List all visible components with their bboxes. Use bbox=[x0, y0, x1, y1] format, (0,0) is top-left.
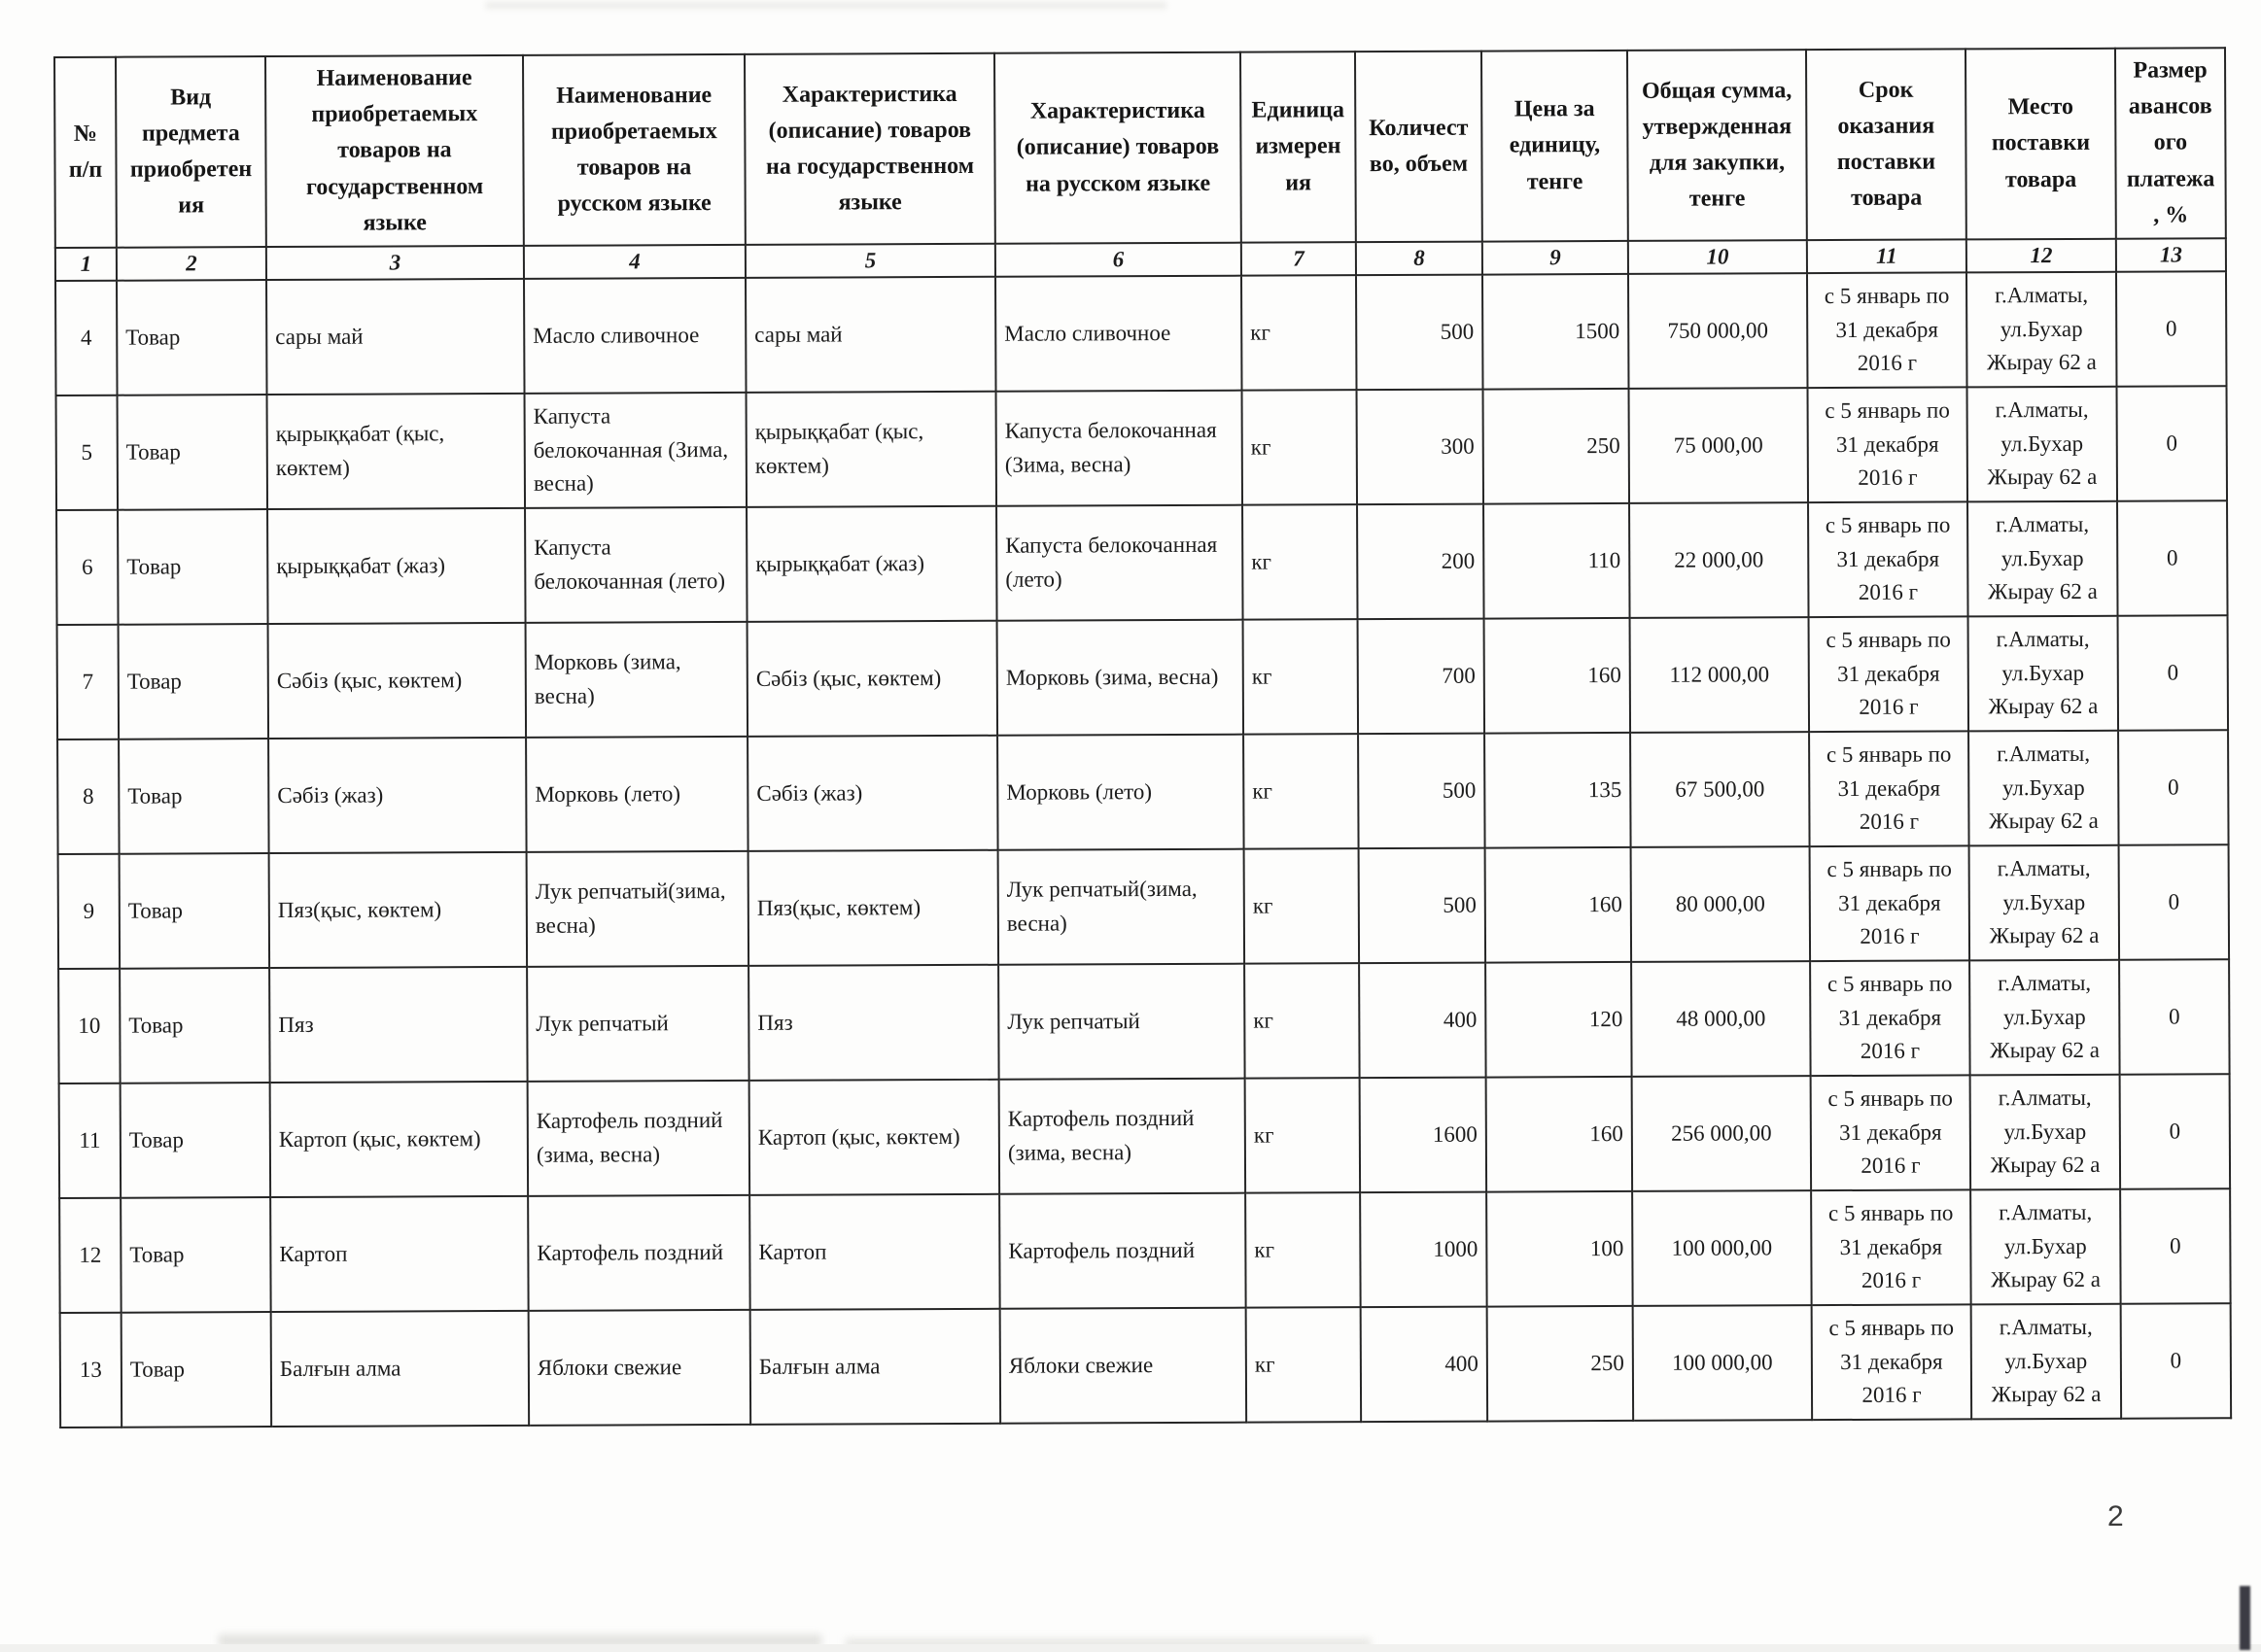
column-number: 6 bbox=[995, 243, 1241, 277]
scanned-document bbox=[53, 47, 2232, 1428]
column-number: 4 bbox=[524, 245, 746, 279]
cell-description-kazakh: Картоп (қыс, көктем) bbox=[749, 1080, 1000, 1195]
cell-delivery-term: с 5 январь по 31 декабря 2016 г bbox=[1810, 960, 1970, 1076]
cell-description-kazakh: қырыққабат (қыс, көктем) bbox=[747, 392, 997, 507]
cell-name-kazakh: Картоп bbox=[270, 1196, 529, 1312]
cell-item-type: Товар bbox=[118, 509, 268, 625]
col-header-advance-payment: Размер авансового платежа, % bbox=[2115, 48, 2226, 238]
cell-row-number: 10 bbox=[58, 969, 121, 1084]
cell-quantity: 1000 bbox=[1360, 1192, 1487, 1308]
column-number: 8 bbox=[1356, 242, 1482, 276]
cell-delivery-term: с 5 январь по 31 декабря 2016 г bbox=[1811, 1189, 1971, 1305]
cell-total-sum: 80 000,00 bbox=[1631, 846, 1811, 962]
cell-delivery-place: г.Алматы, ул.Бухар Жырау 62 а bbox=[1968, 731, 2119, 846]
table-body bbox=[55, 271, 2231, 1428]
cell-item-type: Товар bbox=[122, 1312, 272, 1428]
cell-name-russian: Морковь (зима, весна) bbox=[526, 622, 748, 738]
cell-total-sum: 75 000,00 bbox=[1629, 388, 1809, 503]
cell-total-sum: 100 000,00 bbox=[1632, 1190, 1812, 1306]
cell-name-kazakh: қырыққабат (қыс, көктем) bbox=[267, 394, 526, 509]
cell-name-russian: Масло сливочное bbox=[524, 278, 747, 394]
procurement-plan-table bbox=[53, 47, 2232, 1428]
cell-delivery-place: г.Алматы, ул.Бухар Жырау 62 а bbox=[1971, 1304, 2122, 1420]
cell-delivery-place: г.Алматы, ул.Бухар Жырау 62 а bbox=[1966, 272, 2117, 388]
cell-unit-price: 120 bbox=[1485, 962, 1632, 1078]
col-header-delivery-place: Место поставки товара bbox=[1965, 49, 2116, 240]
cell-name-russian: Морковь (лето) bbox=[526, 737, 748, 852]
cell-unit: кг bbox=[1242, 390, 1358, 505]
cell-description-russian: Лук репчатый(зима, весна) bbox=[998, 849, 1245, 965]
cell-total-sum: 256 000,00 bbox=[1632, 1076, 1812, 1191]
col-header-name-state-language: Наименование приобретаемых товаров на государственном языке bbox=[265, 55, 524, 247]
cell-unit-price: 1500 bbox=[1482, 274, 1629, 390]
cell-unit-price: 160 bbox=[1484, 618, 1631, 734]
cell-delivery-place: г.Алматы, ул.Бухар Жырау 62 а bbox=[1967, 387, 2118, 502]
cell-description-russian: Морковь (зима, весна) bbox=[997, 620, 1244, 736]
scan-edge-mark bbox=[2240, 1586, 2250, 1650]
cell-description-kazakh: Пяз bbox=[748, 965, 999, 1081]
cell-name-russian: Яблоки свежие bbox=[529, 1310, 751, 1426]
col-header-total-sum: Общая сумма, утвержденная для закупки, тенге bbox=[1627, 50, 1807, 241]
cell-delivery-place: г.Алматы, ул.Бухар Жырау 62 а bbox=[1967, 501, 2118, 617]
cell-quantity: 1600 bbox=[1360, 1078, 1487, 1193]
cell-total-sum: 22 000,00 bbox=[1629, 502, 1809, 618]
cell-description-russian: Масло сливочное bbox=[995, 276, 1242, 392]
cell-unit-price: 100 bbox=[1486, 1191, 1633, 1307]
cell-name-russian: Картофель поздний bbox=[528, 1195, 750, 1311]
cell-delivery-term: с 5 январь по 31 декабря 2016 г bbox=[1807, 272, 1967, 388]
cell-advance-payment: 0 bbox=[2116, 271, 2227, 386]
cell-total-sum: 112 000,00 bbox=[1630, 617, 1810, 733]
scan-artifact-top bbox=[486, 2, 1166, 9]
cell-delivery-term: с 5 январь по 31 декабря 2016 г bbox=[1809, 616, 1969, 732]
cell-quantity: 400 bbox=[1361, 1307, 1488, 1423]
cell-name-russian: Картофель поздний (зима, весна) bbox=[528, 1081, 750, 1196]
table-row bbox=[59, 1074, 2230, 1198]
header-row bbox=[54, 48, 2226, 248]
cell-description-kazakh: қырыққабат (жаз) bbox=[747, 506, 997, 622]
cell-delivery-place: г.Алматы, ул.Бухар Жырау 62 а bbox=[1969, 845, 2120, 961]
cell-total-sum: 48 000,00 bbox=[1631, 961, 1811, 1077]
column-number: 7 bbox=[1241, 242, 1356, 276]
column-number: 2 bbox=[117, 247, 266, 281]
cell-unit: кг bbox=[1244, 848, 1360, 964]
cell-unit: кг bbox=[1245, 1078, 1361, 1193]
cell-unit-price: 110 bbox=[1483, 503, 1630, 619]
cell-unit: кг bbox=[1246, 1307, 1362, 1423]
cell-unit-price: 160 bbox=[1485, 847, 1632, 963]
cell-quantity: 700 bbox=[1358, 619, 1485, 735]
table-row bbox=[55, 271, 2226, 396]
col-header-description-state-language: Характеристика (описание) товаров на государственном языке bbox=[745, 53, 995, 245]
cell-unit: кг bbox=[1242, 504, 1358, 620]
cell-unit: кг bbox=[1244, 963, 1360, 1079]
col-header-unit-price: Цена за единицу, тенге bbox=[1481, 51, 1628, 242]
cell-item-type: Товар bbox=[120, 853, 270, 969]
scan-artifact-bottom-band bbox=[0, 1644, 2261, 1652]
table-row bbox=[57, 615, 2228, 740]
cell-quantity: 300 bbox=[1357, 390, 1484, 505]
cell-description-russian: Яблоки свежие bbox=[1000, 1308, 1247, 1424]
column-number: 13 bbox=[2116, 238, 2226, 271]
cell-delivery-place: г.Алматы, ул.Бухар Жырау 62 а bbox=[1970, 1075, 2121, 1190]
cell-row-number: 4 bbox=[55, 281, 118, 396]
cell-advance-payment: 0 bbox=[2121, 1303, 2232, 1418]
cell-name-kazakh: Пяз bbox=[269, 967, 528, 1083]
col-header-name-russian: Наименование приобретаемых товаров на русском языке bbox=[523, 54, 746, 246]
cell-description-russian: Морковь (лето) bbox=[997, 735, 1244, 850]
column-number: 10 bbox=[1628, 240, 1807, 274]
cell-item-type: Товар bbox=[121, 1083, 271, 1198]
cell-row-number: 5 bbox=[56, 396, 119, 510]
col-header-delivery-term: Срок оказания поставки товара bbox=[1806, 49, 1966, 240]
col-header-description-russian: Характеристика (описание) товаров на русском языке bbox=[994, 52, 1241, 244]
table-row bbox=[59, 1188, 2230, 1313]
column-number: 5 bbox=[746, 244, 995, 278]
cell-row-number: 8 bbox=[57, 740, 120, 854]
cell-delivery-term: с 5 январь по 31 декабря 2016 г bbox=[1810, 845, 1970, 961]
cell-unit: кг bbox=[1243, 619, 1359, 735]
cell-unit-price: 135 bbox=[1484, 733, 1631, 848]
cell-delivery-place: г.Алматы, ул.Бухар Жырау 62 а bbox=[1969, 960, 2120, 1076]
col-header-unit: Единица измерения bbox=[1240, 52, 1356, 242]
cell-row-number: 12 bbox=[59, 1198, 122, 1313]
column-number: 12 bbox=[1966, 239, 2116, 273]
cell-unit-price: 250 bbox=[1487, 1306, 1634, 1422]
cell-unit: кг bbox=[1243, 734, 1359, 849]
table-row bbox=[57, 730, 2228, 854]
cell-row-number: 9 bbox=[58, 854, 121, 969]
cell-row-number: 11 bbox=[59, 1084, 122, 1198]
table-row bbox=[60, 1303, 2231, 1428]
cell-name-russian: Лук репчатый bbox=[527, 966, 749, 1082]
cell-item-type: Товар bbox=[120, 968, 270, 1084]
cell-name-kazakh: Сәбіз (қыс, көктем) bbox=[268, 623, 527, 739]
cell-quantity: 400 bbox=[1359, 963, 1486, 1079]
cell-delivery-term: с 5 январь по 31 декабря 2016 г bbox=[1811, 1075, 1971, 1190]
cell-advance-payment: 0 bbox=[2117, 500, 2228, 615]
cell-name-russian: Капуста белокочанная (Зима, весна) bbox=[525, 393, 748, 508]
column-number: 11 bbox=[1807, 239, 1966, 273]
cell-delivery-term: с 5 январь по 31 декабря 2016 г bbox=[1808, 387, 1968, 502]
cell-row-number: 7 bbox=[57, 625, 120, 740]
cell-name-kazakh: Картоп (қыс, көктем) bbox=[270, 1082, 529, 1197]
cell-item-type: Товар bbox=[117, 280, 267, 396]
cell-name-kazakh: сары май bbox=[266, 279, 525, 395]
cell-name-kazakh: Балғын алма bbox=[271, 1311, 530, 1427]
cell-total-sum: 750 000,00 bbox=[1628, 273, 1808, 389]
cell-advance-payment: 0 bbox=[2118, 615, 2229, 730]
column-number: 1 bbox=[55, 248, 117, 281]
column-number: 9 bbox=[1482, 241, 1628, 275]
cell-advance-payment: 0 bbox=[2118, 730, 2229, 844]
cell-unit-price: 250 bbox=[1483, 389, 1630, 504]
cell-unit: кг bbox=[1245, 1192, 1361, 1308]
cell-unit-price: 160 bbox=[1486, 1077, 1633, 1192]
cell-name-kazakh: Сәбіз (жаз) bbox=[268, 738, 527, 853]
table-row bbox=[58, 844, 2229, 969]
cell-description-kazakh: сары май bbox=[746, 277, 996, 393]
col-header-item-type: Вид предмета приобретения bbox=[116, 56, 266, 248]
cell-delivery-term: с 5 январь по 31 декабря 2016 г bbox=[1808, 501, 1968, 617]
cell-name-russian: Капуста белокочанная (лето) bbox=[525, 507, 748, 623]
cell-advance-payment: 0 bbox=[2117, 386, 2228, 500]
cell-description-russian: Картофель поздний bbox=[999, 1193, 1246, 1309]
cell-description-russian: Капуста белокочанная (Зима, весна) bbox=[996, 391, 1243, 506]
cell-item-type: Товар bbox=[119, 624, 269, 740]
cell-description-kazakh: Сәбіз (қыс, көктем) bbox=[748, 621, 998, 737]
cell-quantity: 200 bbox=[1357, 504, 1484, 620]
cell-delivery-place: г.Алматы, ул.Бухар Жырау 62 а bbox=[1968, 616, 2119, 732]
table-row bbox=[58, 959, 2229, 1084]
table-row bbox=[56, 386, 2227, 510]
cell-delivery-place: г.Алматы, ул.Бухар Жырау 62 а bbox=[1970, 1189, 2121, 1305]
cell-name-russian: Лук репчатый(зима, весна) bbox=[527, 851, 749, 967]
table-row bbox=[56, 500, 2227, 625]
cell-advance-payment: 0 bbox=[2119, 844, 2230, 959]
cell-description-russian: Капуста белокочанная (лето) bbox=[996, 505, 1243, 621]
cell-name-kazakh: Пяз(қыс, көктем) bbox=[269, 852, 528, 968]
cell-description-russian: Картофель поздний (зима, весна) bbox=[999, 1079, 1246, 1194]
col-header-row-number: № п/п bbox=[54, 57, 117, 248]
cell-delivery-term: с 5 январь по 31 декабря 2016 г bbox=[1812, 1304, 1972, 1420]
cell-unit: кг bbox=[1241, 275, 1357, 391]
cell-quantity: 500 bbox=[1356, 275, 1483, 391]
table-header bbox=[54, 48, 2226, 281]
cell-advance-payment: 0 bbox=[2119, 959, 2230, 1074]
cell-delivery-term: с 5 январь по 31 декабря 2016 г bbox=[1809, 731, 1969, 846]
cell-description-kazakh: Балғын алма bbox=[750, 1309, 1001, 1425]
cell-description-kazakh: Пяз(қыс, көктем) bbox=[748, 850, 999, 966]
cell-item-type: Товар bbox=[118, 395, 268, 510]
cell-quantity: 500 bbox=[1358, 734, 1485, 849]
cell-total-sum: 100 000,00 bbox=[1633, 1305, 1813, 1421]
cell-row-number: 6 bbox=[56, 510, 119, 625]
column-number: 3 bbox=[266, 246, 524, 280]
cell-description-kazakh: Сәбіз (жаз) bbox=[748, 736, 998, 851]
col-header-quantity: Количество, объем bbox=[1355, 52, 1482, 243]
cell-description-kazakh: Картоп bbox=[749, 1194, 1000, 1310]
cell-advance-payment: 0 bbox=[2120, 1074, 2231, 1188]
page-number: 2 bbox=[2107, 1500, 2124, 1532]
cell-item-type: Товар bbox=[121, 1197, 271, 1313]
cell-name-kazakh: қырыққабат (жаз) bbox=[267, 508, 526, 624]
cell-advance-payment: 0 bbox=[2120, 1188, 2231, 1303]
cell-total-sum: 67 500,00 bbox=[1630, 732, 1810, 847]
cell-item-type: Товар bbox=[119, 739, 269, 854]
cell-row-number: 13 bbox=[60, 1313, 122, 1428]
cell-quantity: 500 bbox=[1359, 848, 1486, 964]
cell-description-russian: Лук репчатый bbox=[998, 964, 1245, 1080]
